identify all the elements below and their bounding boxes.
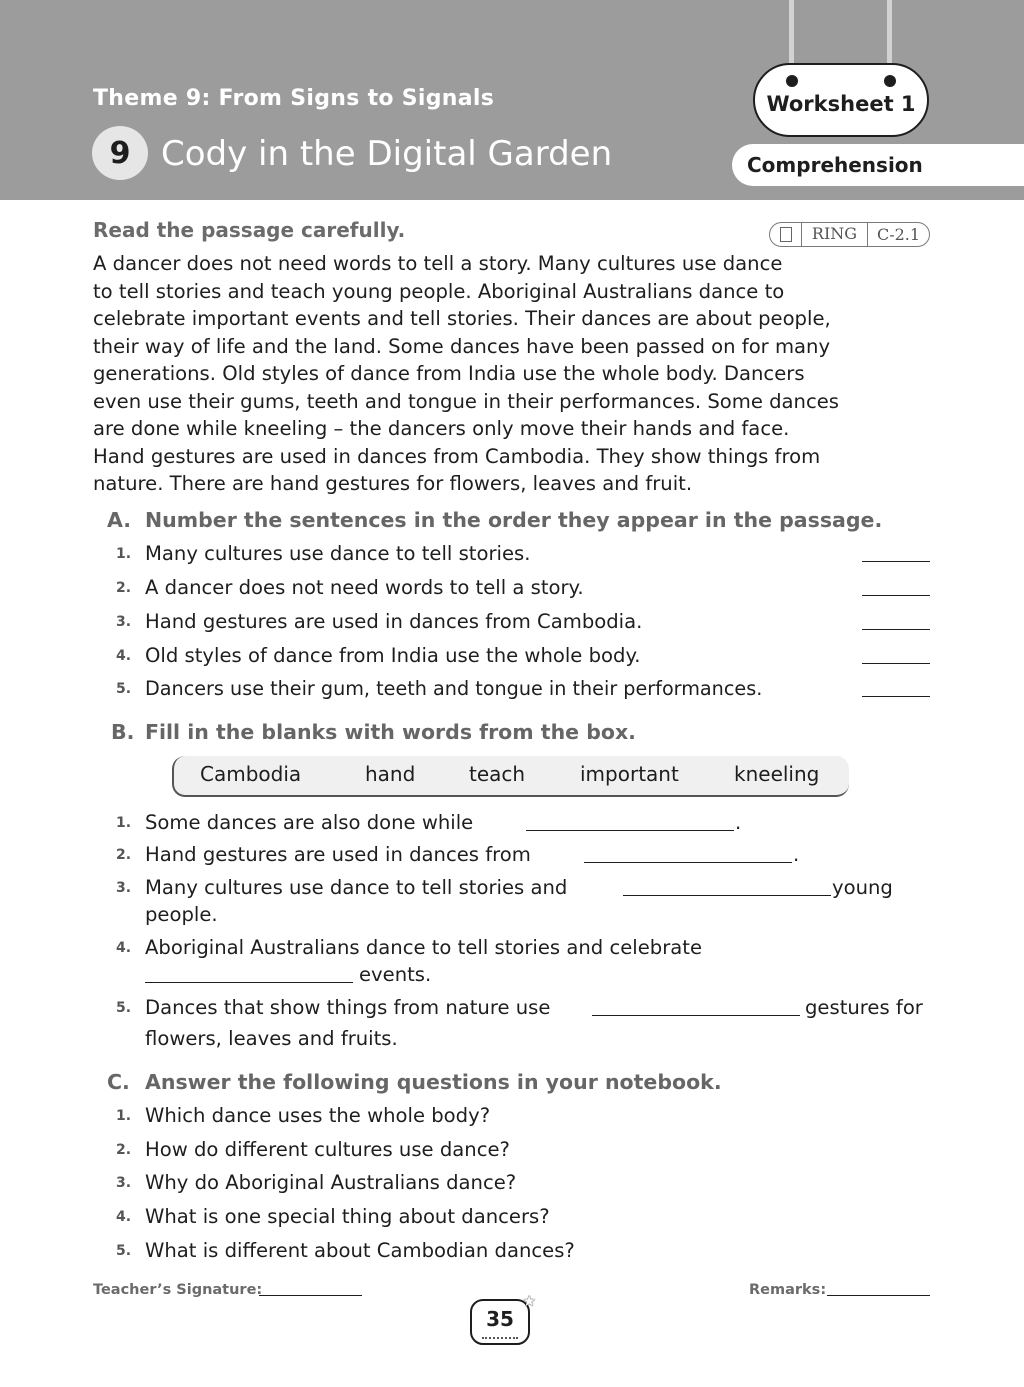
- fill-item-text: Hand gestures are used in dances from: [145, 843, 531, 866]
- remarks-label: Remarks:: [749, 1282, 827, 1298]
- section-tab: [732, 144, 1024, 186]
- item-number: 2.: [116, 580, 132, 596]
- item-number: 1.: [116, 1108, 132, 1124]
- passage-line: celebrate important events and tell stories. Their dances are about people,: [93, 307, 831, 330]
- item-number: 5.: [116, 1243, 132, 1259]
- item-number: 3.: [116, 1175, 132, 1191]
- passage-line: their way of life and the land. Some dances have been passed on for many: [93, 334, 831, 358]
- passage-line: generations. Old styles of dance from India use the whole body. Dancers: [93, 362, 805, 385]
- page-number-badge: [470, 1292, 536, 1345]
- fill-item-text: .: [735, 811, 742, 834]
- passage-line: are done while kneeling – the dancers only move their hands and face.: [93, 417, 790, 440]
- reading-passage: [93, 250, 938, 498]
- passage-line: even use their gums, teeth and tongue in their performances. Some dances: [93, 389, 840, 413]
- section-letter: B.: [111, 720, 135, 744]
- section-heading-text: Answer the following questions in your notebook.: [145, 1070, 722, 1094]
- fill-item-text: flowers, leaves and fruits.: [145, 1027, 398, 1050]
- item-number: 5.: [116, 1000, 132, 1016]
- teacher-signature-label: Teacher’s Signature:: [93, 1282, 263, 1298]
- fill-blank[interactable]: [584, 862, 792, 863]
- item-number: 4.: [116, 940, 132, 956]
- item-number: 1.: [116, 815, 132, 831]
- ring-badge: [769, 222, 930, 247]
- question-item: Which dance uses the whole body?: [145, 1104, 491, 1127]
- decorative-dots: [482, 1335, 518, 1339]
- answer-blank[interactable]: [862, 629, 930, 630]
- passage-line: nature. There are hand gestures for flowers, leaves and fruit.: [93, 472, 693, 495]
- chapter-title: Cody in the Digital Garden: [161, 134, 613, 174]
- sentence-item: Many cultures use dance to tell stories.: [145, 542, 531, 565]
- passage-line: to tell stories and teach young people. Aboriginal Australians dance to: [93, 279, 785, 303]
- section-c-heading: [107, 1070, 722, 1094]
- question-item: Why do Aboriginal Australians dance?: [145, 1171, 517, 1194]
- section-a-heading: [107, 508, 882, 532]
- fill-blank[interactable]: [145, 982, 353, 983]
- ring-code: RING: [802, 223, 868, 246]
- fill-item-text: Aboriginal Australians dance to tell stories and celebrate: [145, 936, 703, 959]
- worksheet-badge: [753, 63, 929, 137]
- fill-item-text: people.: [145, 903, 218, 926]
- section-letter: C.: [107, 1070, 130, 1094]
- signature-blank[interactable]: [259, 1295, 362, 1296]
- item-number: 3.: [116, 880, 132, 896]
- word-box: [172, 756, 849, 797]
- fill-item-text: young: [832, 876, 893, 899]
- item-number: 2.: [116, 1142, 132, 1158]
- hanger-hole-left: [786, 75, 798, 87]
- passage-line: Hand gestures are used in dances from Cambodia. They show things from: [93, 444, 821, 468]
- chapter-number: 9: [92, 126, 148, 180]
- theme-title: Theme 9: From Signs to Signals: [93, 86, 495, 111]
- fill-item-text: gestures for: [805, 996, 923, 1019]
- sentence-item: Hand gestures are used in dances from Cambodia.: [145, 610, 643, 633]
- word-option: Cambodia: [200, 762, 302, 786]
- item-number: 2.: [116, 847, 132, 863]
- word-option: important: [580, 762, 679, 786]
- item-number: 3.: [116, 614, 132, 630]
- answer-blank[interactable]: [862, 663, 930, 664]
- item-number: 4.: [116, 1209, 132, 1225]
- sentence-item: A dancer does not need words to tell a story.: [145, 576, 584, 599]
- remarks-blank[interactable]: [827, 1295, 930, 1296]
- fill-item-text: Many cultures use dance to tell stories and: [145, 876, 568, 899]
- word-option: hand: [365, 762, 416, 786]
- fill-blank[interactable]: [623, 895, 831, 896]
- section-heading-text: Number the sentences in the order they appear in the passage.: [145, 508, 883, 532]
- answer-blank[interactable]: [862, 595, 930, 596]
- item-number: 4.: [116, 648, 132, 664]
- question-item: What is one special thing about dancers?: [145, 1205, 550, 1228]
- item-number: 1.: [116, 546, 132, 562]
- section-heading-text: Fill in the blanks with words from the box.: [145, 720, 636, 744]
- section-letter: A.: [107, 508, 132, 532]
- page-header: [0, 0, 1024, 200]
- section-tab-label: Comprehension: [747, 153, 923, 177]
- worksheet-label: Worksheet 1: [766, 92, 916, 116]
- ring-level: C-2.1: [876, 224, 921, 244]
- fill-blank[interactable]: [526, 830, 734, 831]
- fill-item-text: Dances that show things from nature use: [145, 996, 551, 1019]
- question-item: How do different cultures use dance?: [145, 1138, 510, 1161]
- page-number: 35: [486, 1307, 514, 1331]
- sentence-item: Old styles of dance from India use the whole body.: [145, 644, 641, 667]
- read-instruction: Read the passage carefully.: [93, 218, 406, 242]
- answer-blank[interactable]: [862, 696, 930, 697]
- word-option: kneeling: [734, 762, 820, 786]
- hanger-hole-right: [884, 75, 896, 87]
- word-option: teach: [469, 762, 526, 786]
- star-icon: ★: [522, 1292, 536, 1310]
- question-item: What is different about Cambodian dances?: [145, 1239, 575, 1262]
- section-b-heading: [111, 720, 636, 744]
- passage-line: A dancer does not need words to tell a story. Many cultures use dance: [93, 252, 783, 275]
- answer-blank[interactable]: [862, 561, 930, 562]
- fill-item-text: events.: [359, 963, 432, 986]
- item-number: 5.: [116, 681, 132, 697]
- document-icon: [770, 223, 802, 246]
- fill-item-text: .: [793, 843, 800, 866]
- fill-item-text: Some dances are also done while: [145, 811, 474, 834]
- sentence-item: Dancers use their gum, teeth and tongue in their performances.: [145, 677, 763, 700]
- fill-blank[interactable]: [592, 1015, 800, 1016]
